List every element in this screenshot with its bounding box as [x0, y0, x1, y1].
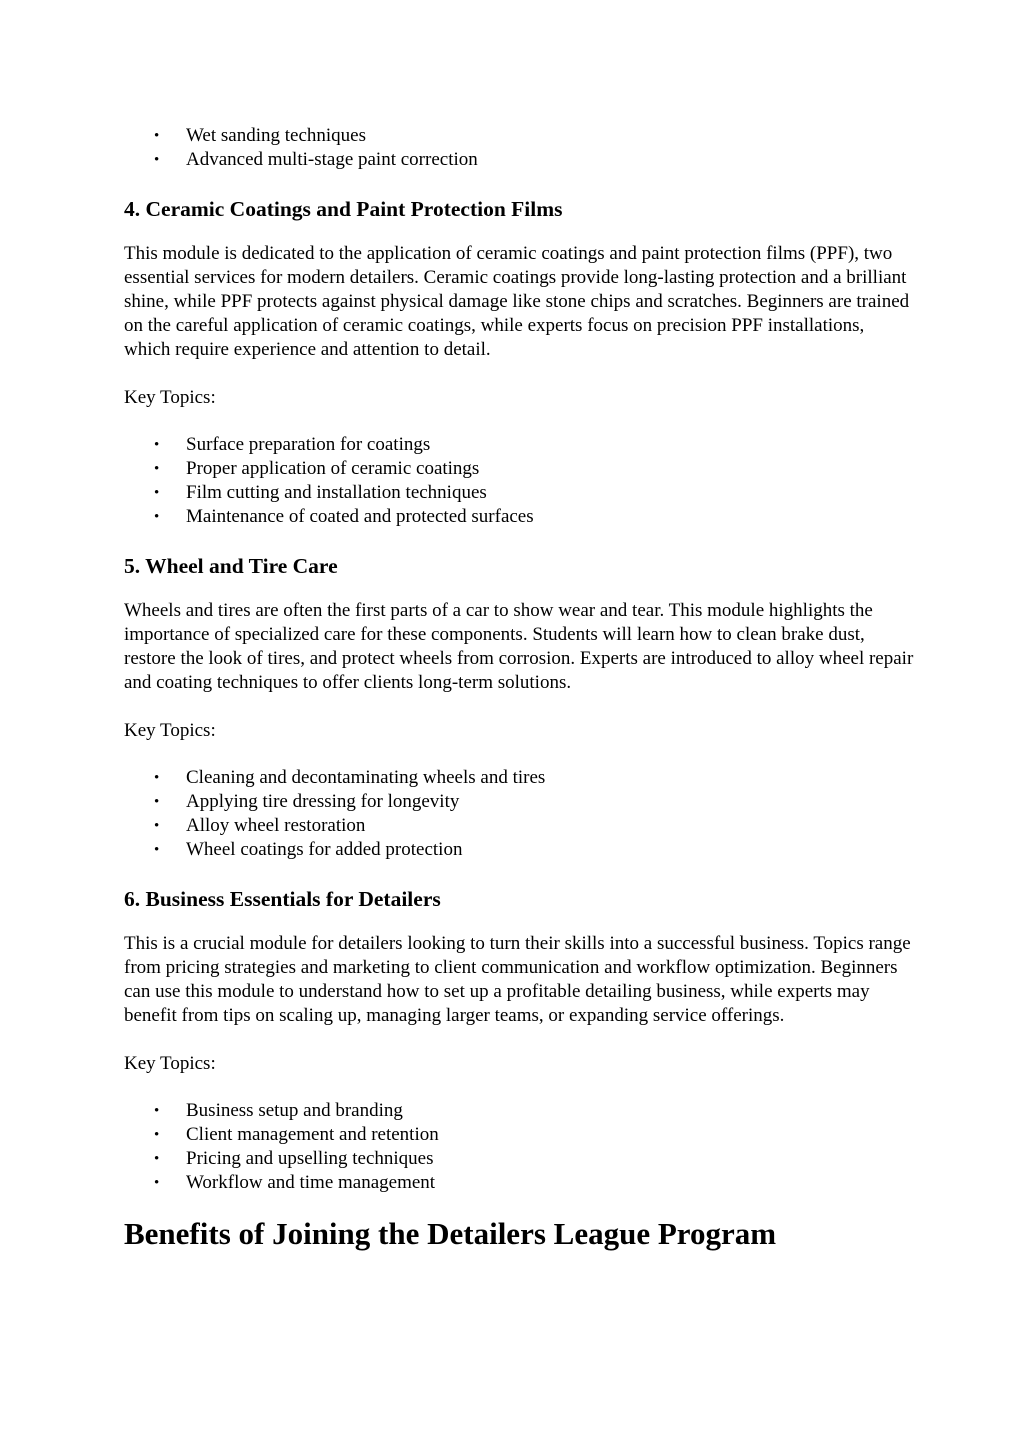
- topic-list-business-essentials: [124, 1099, 914, 1195]
- intro-bullet-list: [124, 124, 914, 172]
- section-heading-ceramic-coatings: 4. Ceramic Coatings and Paint Protection Films: [124, 197, 563, 221]
- list-item: • Wet sanding techniques: [124, 124, 914, 148]
- list-item: • Workflow and time management: [124, 1171, 914, 1195]
- list-item: • Alloy wheel restoration: [124, 814, 914, 838]
- section-heading-business-essentials: 6. Business Essentials for Detailers: [124, 887, 441, 911]
- list-item: • Wheel coatings for added protection: [124, 838, 914, 862]
- document-page: [124, 121, 914, 1253]
- topic-list-wheel-tire-care: [124, 766, 914, 862]
- list-item: • Advanced multi-stage paint correction: [124, 148, 914, 172]
- section-body-business-essentials: This is a crucial module for detailers looking to turn their skills into a successful business. Topics range from pricing strategies and marketing to client communication and workflow optimization. Beginners can use this module to understand how to set up a profitable detailing business, while experts may benefit from tips on scaling up, managing larger teams, or expanding service offerings.: [124, 933, 911, 1026]
- key-topics-label: Key Topics:: [124, 720, 216, 741]
- list-item: • Maintenance of coated and protected surfaces: [124, 505, 914, 529]
- list-item: • Surface preparation for coatings: [124, 433, 914, 457]
- list-item: • Applying tire dressing for longevity: [124, 790, 914, 814]
- list-item: • Pricing and upselling techniques: [124, 1147, 914, 1171]
- list-item: • Cleaning and decontaminating wheels and tires: [124, 766, 914, 790]
- key-topics-label: Key Topics:: [124, 387, 216, 408]
- key-topics-label: Key Topics:: [124, 1053, 216, 1074]
- list-item: • Business setup and branding: [124, 1099, 914, 1123]
- list-item: • Client management and retention: [124, 1123, 914, 1147]
- list-item: • Film cutting and installation techniques: [124, 481, 914, 505]
- benefits-heading: Benefits of Joining the Detailers League Program: [124, 1216, 777, 1251]
- section-body-ceramic-coatings: This module is dedicated to the application of ceramic coatings and paint protection films (PPF), two essential services for modern detailers. Ceramic coatings provide long-lasting protection and a brilliant shine, while PPF protects against physical damage like stone chips and scratches. Beginners are trained on the careful application of ceramic coatings, while experts focus on precision PPF installations, which require experience and attention to detail.: [124, 243, 910, 360]
- list-item: • Proper application of ceramic coatings: [124, 457, 914, 481]
- topic-list-ceramic-coatings: [124, 433, 914, 529]
- section-body-wheel-tire-care: Wheels and tires are often the first parts of a car to show wear and tear. This module highlights the importance of specialized care for these components. Students will learn how to clean brake dust, restore the look of tires, and protect wheels from corrosion. Experts are introduced to alloy wheel repair and coating techniques to offer clients long-term solutions.: [124, 600, 914, 693]
- section-heading-wheel-tire-care: 5. Wheel and Tire Care: [124, 554, 338, 578]
